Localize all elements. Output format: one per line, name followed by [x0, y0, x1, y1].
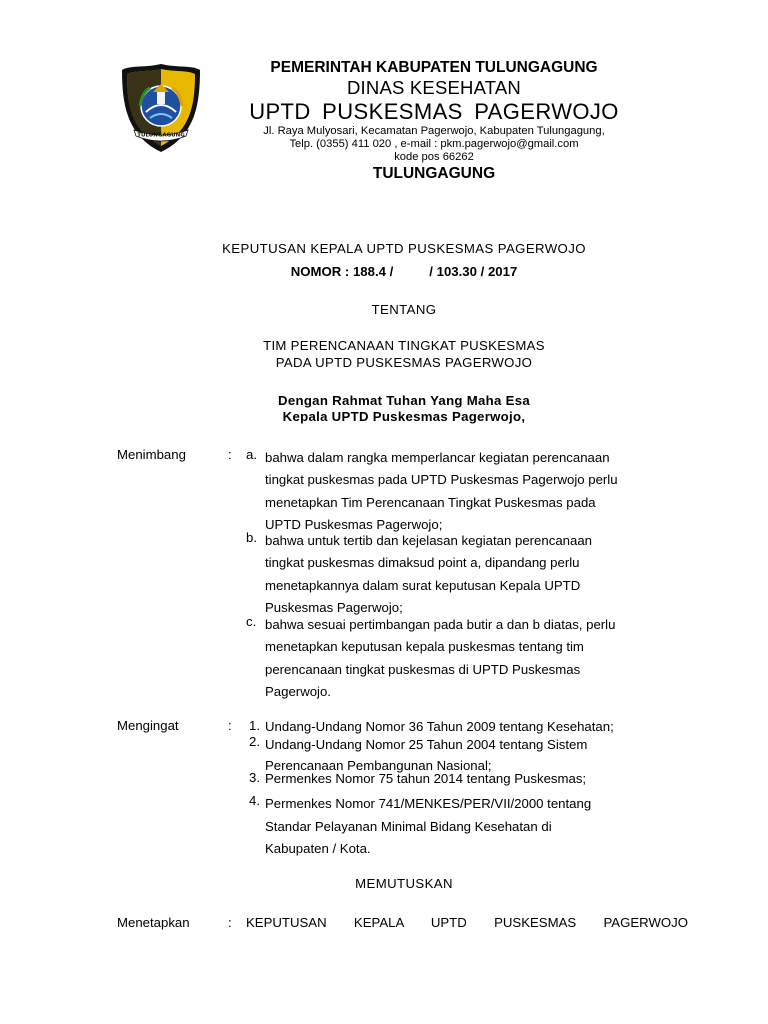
- menimbang-marker-a: a.: [246, 447, 257, 462]
- letterhead-postcode: kode pos 66262: [394, 150, 474, 163]
- letterhead-institution: UPTD PUSKESMAS PAGERWOJO: [249, 99, 619, 124]
- menimbang-c-line-4: Pagerwojo.: [265, 683, 331, 699]
- emblem-text: TULUNGAGUNG: [137, 132, 185, 139]
- letterhead-contact: Telp. (0355) 411 020 , e-mail : pkm.pagerwojo@gmail.com: [289, 137, 579, 150]
- letterhead-address: Jl. Raya Mulyosari, Kecamatan Pagerwojo, Kabupaten Tulungagung,: [263, 125, 605, 137]
- letterhead-department: DINAS KESEHATAN: [347, 77, 521, 98]
- letterhead-government: PEMERINTAH KABUPATEN TULUNGAGUNG: [270, 59, 598, 76]
- decree-number-prefix: NOMOR : 188.4 /: [290, 264, 394, 279]
- menimbang-label: Menimbang: [117, 447, 186, 462]
- menimbang-b-line-3: menetapkannya dalam surat keputusan Kepala UPTD: [265, 577, 581, 593]
- menetapkan-label: Menetapkan: [117, 915, 190, 930]
- memutuskan-heading: MEMUTUSKAN: [355, 876, 453, 891]
- mengingat-marker-3: 3.: [249, 770, 260, 785]
- menimbang-a-line-4: UPTD Puskesmas Pagerwojo;: [265, 516, 443, 532]
- mengingat-item-4: [265, 793, 688, 861]
- about-heading: TENTANG: [371, 302, 437, 317]
- kabupaten-emblem-icon: [120, 62, 202, 154]
- subject-line-2: PADA UPTD PUSKESMAS PAGERWOJO: [275, 355, 533, 370]
- mengingat-4-line-1: Permenkes Nomor 741/MENKES/PER/VII/2000 tentang: [265, 796, 592, 811]
- mengingat-marker-4: 4.: [249, 793, 260, 808]
- menimbang-b-line-4: Puskesmas Pagerwojo;: [265, 599, 403, 615]
- menimbang-colon: :: [228, 447, 232, 462]
- menimbang-c-line-2: menetapkan keputusan kepala puskesmas tentang tim: [265, 639, 584, 655]
- letterhead-city: TULUNGAGUNG: [372, 165, 496, 182]
- menimbang-b-line-1: bahwa untuk tertib dan kejelasan kegiatan perencanaan: [265, 533, 592, 548]
- mengingat-marker-1: 1.: [249, 718, 260, 733]
- decree-number-suffix: / 103.30 / 2017: [429, 264, 518, 279]
- menimbang-marker-c: c.: [246, 614, 257, 629]
- menimbang-b-line-2: tingkat puskesmas dimaksud point a, dipandang perlu: [265, 555, 580, 571]
- menimbang-item-b: [265, 530, 688, 619]
- menimbang-a-line-3: menetapkan Tim Perencanaan Tingkat Puskesmas pada: [265, 494, 596, 510]
- mengingat-2-line-1: Undang-Undang Nomor 25 Tahun 2004 tentang Sistem: [265, 737, 588, 752]
- letterhead: [200, 58, 668, 163]
- invocation-line-1: Dengan Rahmat Tuhan Yang Maha Esa: [278, 393, 530, 408]
- mengingat-4-line-2: Standar Pelayanan Minimal Bidang Kesehatan di: [265, 818, 552, 834]
- mengingat-1-line-1: Undang-Undang Nomor 36 Tahun 2009 tentang Kesehatan;: [265, 719, 614, 734]
- mengingat-colon: :: [228, 718, 232, 733]
- mengingat-4-line-3: Kabupaten / Kota.: [265, 841, 371, 856]
- mengingat-label: Mengingat: [117, 718, 179, 733]
- menimbang-item-a: [265, 447, 688, 536]
- invocation-line-2: Kepala UPTD Puskesmas Pagerwojo,: [282, 409, 526, 424]
- menimbang-c-line-3: perencanaan tingkat puskesmas di UPTD Puskesmas: [265, 661, 581, 677]
- mengingat-2-line-2: Perencanaan Pembangunan Nasional;: [265, 758, 492, 773]
- decree-title: KEPUTUSAN KEPALA UPTD PUSKESMAS PAGERWOJO: [222, 241, 586, 256]
- mengingat-marker-2: 2.: [249, 734, 260, 749]
- menimbang-c-line-1: bahwa sesuai pertimbangan pada butir a dan b diatas, perlu: [265, 617, 616, 632]
- decree-number: [90, 264, 718, 279]
- menetapkan-text: KEPUTUSAN KEPALA UPTD PUSKESMAS PAGERWOJO: [246, 915, 688, 930]
- subject-line-1: TIM PERENCANAAN TINGKAT PUSKESMAS: [263, 338, 545, 353]
- mengingat-3-line-1: Permenkes Nomor 75 tahun 2014 tentang Puskesmas;: [265, 771, 587, 786]
- menimbang-marker-b: b.: [246, 530, 257, 545]
- menimbang-a-line-1: bahwa dalam rangka memperlancar kegiatan perencanaan: [265, 450, 610, 465]
- menetapkan-colon: :: [228, 915, 232, 930]
- menimbang-item-c: [265, 614, 688, 703]
- mengingat-item-3: [265, 770, 688, 788]
- menimbang-a-line-2: tingkat puskesmas pada UPTD Puskesmas Pagerwojo perlu: [265, 472, 618, 488]
